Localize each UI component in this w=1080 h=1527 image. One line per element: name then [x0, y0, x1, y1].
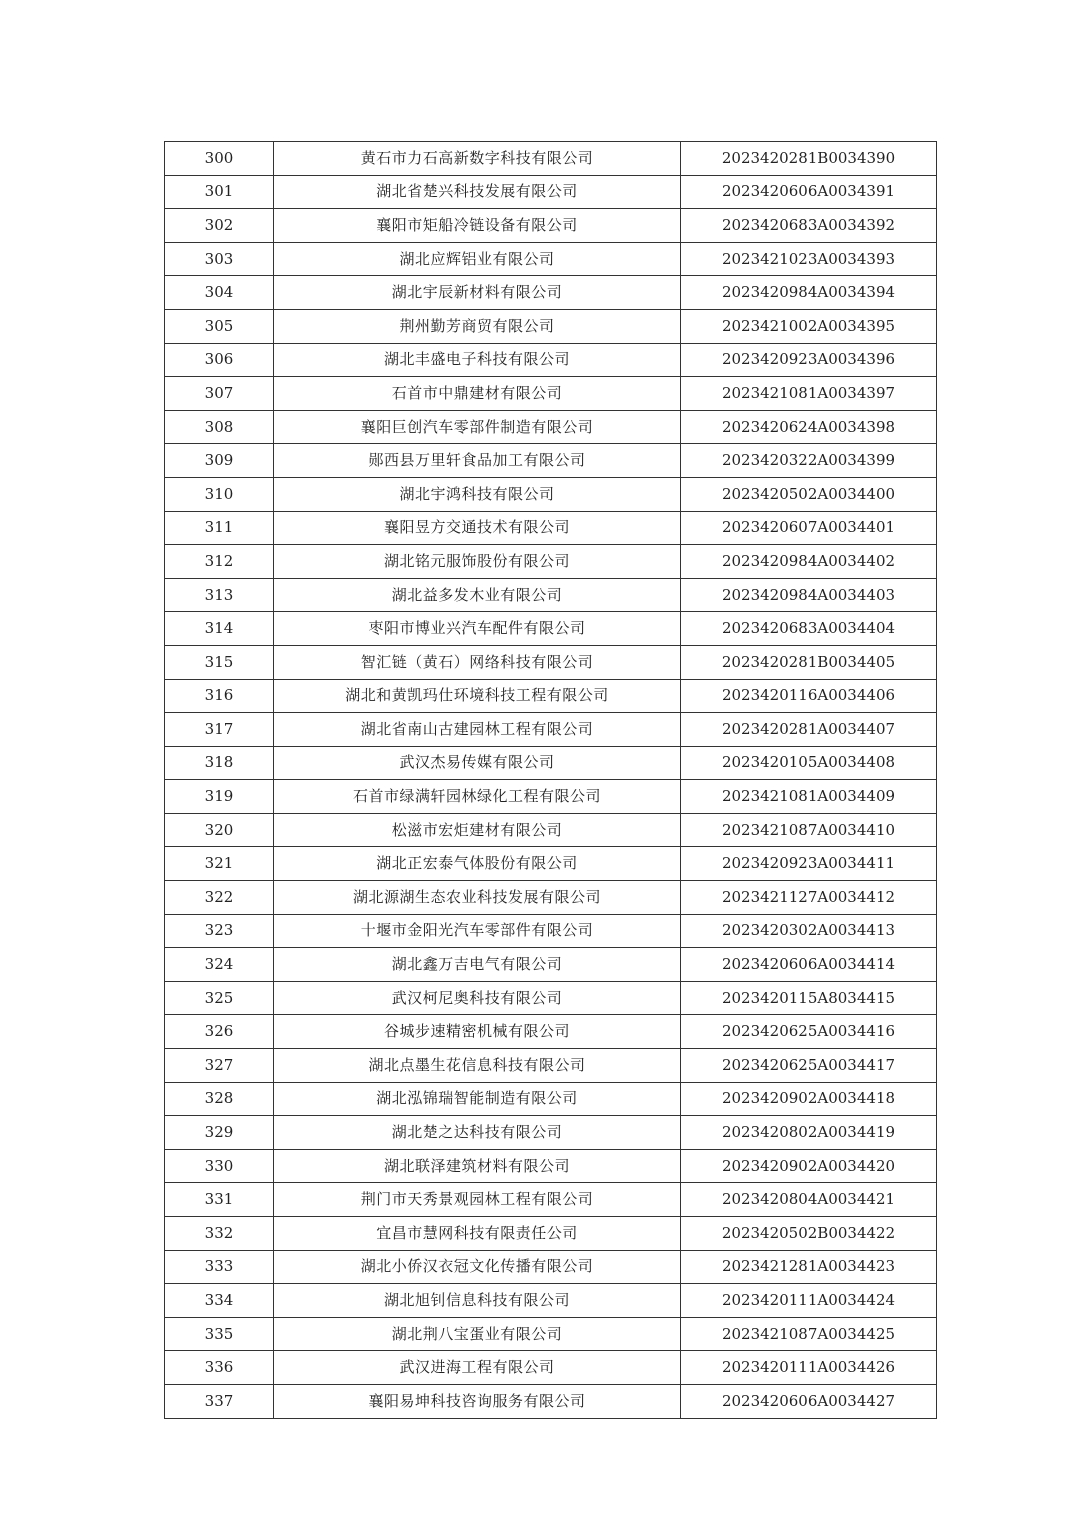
table-row	[165, 511, 937, 545]
row-index-cell: 321	[165, 847, 274, 881]
company-name-cell: 襄阳昱方交通技术有限公司	[274, 511, 681, 545]
company-name-cell: 襄阳巨创汽车零部件制造有限公司	[274, 410, 681, 444]
row-index-cell: 311	[165, 511, 274, 545]
company-name-cell: 湖北楚之达科技有限公司	[274, 1116, 681, 1150]
table-row	[165, 209, 937, 243]
row-index-cell: 315	[165, 645, 274, 679]
row-index-cell: 332	[165, 1217, 274, 1251]
company-name-cell: 湖北省南山古建园林工程有限公司	[274, 713, 681, 747]
row-index-cell: 313	[165, 578, 274, 612]
row-index-cell: 312	[165, 545, 274, 579]
registration-code-cell: 2023421081A0034397	[681, 377, 937, 411]
registration-code-cell: 2023420902A0034418	[681, 1082, 937, 1116]
registration-code-cell: 2023420683A0034404	[681, 612, 937, 646]
company-name-cell: 荆门市天秀景观园林工程有限公司	[274, 1183, 681, 1217]
row-index-cell: 327	[165, 1049, 274, 1083]
table-row	[165, 410, 937, 444]
company-name-cell: 湖北丰盛电子科技有限公司	[274, 343, 681, 377]
company-name-cell: 宜昌市慧网科技有限责任公司	[274, 1217, 681, 1251]
table-row	[165, 1082, 937, 1116]
registration-code-cell: 2023420923A0034411	[681, 847, 937, 881]
company-name-cell: 湖北和黄凯玛仕环境科技工程有限公司	[274, 679, 681, 713]
registration-code-cell: 2023421023A0034393	[681, 242, 937, 276]
registration-code-cell: 2023420281A0034407	[681, 713, 937, 747]
registration-code-cell: 2023420624A0034398	[681, 410, 937, 444]
row-index-cell: 301	[165, 175, 274, 209]
registration-code-cell: 2023420802A0034419	[681, 1116, 937, 1150]
row-index-cell: 303	[165, 242, 274, 276]
table-row	[165, 309, 937, 343]
registration-code-cell: 2023420607A0034401	[681, 511, 937, 545]
table-row	[165, 981, 937, 1015]
registration-code-cell: 2023420683A0034392	[681, 209, 937, 243]
row-index-cell: 329	[165, 1116, 274, 1150]
registration-code-cell: 2023420111A0034424	[681, 1284, 937, 1318]
row-index-cell: 336	[165, 1351, 274, 1385]
registration-code-cell: 2023420116A0034406	[681, 679, 937, 713]
table-row	[165, 175, 937, 209]
registration-code-cell: 2023420281B0034390	[681, 142, 937, 176]
registration-code-cell: 2023420302A0034413	[681, 914, 937, 948]
table-row	[165, 780, 937, 814]
row-index-cell: 317	[165, 713, 274, 747]
table-row	[165, 1250, 937, 1284]
company-name-cell: 湖北点墨生花信息科技有限公司	[274, 1049, 681, 1083]
row-index-cell: 320	[165, 813, 274, 847]
company-name-cell: 湖北宇鸿科技有限公司	[274, 477, 681, 511]
registration-code-cell: 2023421081A0034409	[681, 780, 937, 814]
registration-code-cell: 2023420984A0034403	[681, 578, 937, 612]
table-row	[165, 142, 937, 176]
row-index-cell: 324	[165, 948, 274, 982]
registration-code-cell: 2023421127A0034412	[681, 881, 937, 915]
row-index-cell: 302	[165, 209, 274, 243]
row-index-cell: 326	[165, 1015, 274, 1049]
row-index-cell: 334	[165, 1284, 274, 1318]
registration-code-cell: 2023420105A0034408	[681, 746, 937, 780]
table-row	[165, 914, 937, 948]
registration-code-cell: 2023420281B0034405	[681, 645, 937, 679]
company-name-cell: 枣阳市博业兴汽车配件有限公司	[274, 612, 681, 646]
registration-code-cell: 2023420502A0034400	[681, 477, 937, 511]
company-name-cell: 武汉柯尼奥科技有限公司	[274, 981, 681, 1015]
registration-code-cell: 2023420625A0034417	[681, 1049, 937, 1083]
company-name-cell: 湖北省楚兴科技发展有限公司	[274, 175, 681, 209]
company-name-cell: 荆州勤芳商贸有限公司	[274, 309, 681, 343]
company-name-cell: 武汉进海工程有限公司	[274, 1351, 681, 1385]
registration-code-cell: 2023421281A0034423	[681, 1250, 937, 1284]
registration-code-cell: 2023420984A0034402	[681, 545, 937, 579]
registration-code-cell: 2023420606A0034414	[681, 948, 937, 982]
table-row	[165, 746, 937, 780]
table-row	[165, 1284, 937, 1318]
registration-code-cell: 2023420625A0034416	[681, 1015, 937, 1049]
table-row	[165, 1015, 937, 1049]
company-name-cell: 湖北联泽建筑材料有限公司	[274, 1149, 681, 1183]
table-row	[165, 713, 937, 747]
company-name-cell: 湖北宇辰新材料有限公司	[274, 276, 681, 310]
table-row	[165, 377, 937, 411]
registration-code-cell: 2023420804A0034421	[681, 1183, 937, 1217]
table-row	[165, 948, 937, 982]
company-name-cell: 襄阳易坤科技咨询服务有限公司	[274, 1384, 681, 1418]
row-index-cell: 335	[165, 1317, 274, 1351]
company-name-cell: 湖北小侨汉衣冠文化传播有限公司	[274, 1250, 681, 1284]
company-name-cell: 湖北荆八宝蛋业有限公司	[274, 1317, 681, 1351]
company-name-cell: 湖北铭元服饰股份有限公司	[274, 545, 681, 579]
table-row	[165, 444, 937, 478]
table-row	[165, 1049, 937, 1083]
row-index-cell: 322	[165, 881, 274, 915]
table-row	[165, 645, 937, 679]
company-name-cell: 郧西县万里轩食品加工有限公司	[274, 444, 681, 478]
registration-code-cell: 2023420115A8034415	[681, 981, 937, 1015]
company-name-cell: 石首市中鼎建材有限公司	[274, 377, 681, 411]
registration-code-cell: 2023420606A0034391	[681, 175, 937, 209]
row-index-cell: 307	[165, 377, 274, 411]
registration-code-cell: 2023420111A0034426	[681, 1351, 937, 1385]
row-index-cell: 325	[165, 981, 274, 1015]
registration-code-cell: 2023420606A0034427	[681, 1384, 937, 1418]
table-row	[165, 679, 937, 713]
row-index-cell: 316	[165, 679, 274, 713]
company-name-cell: 湖北益多发木业有限公司	[274, 578, 681, 612]
table-row	[165, 1183, 937, 1217]
registration-code-cell: 2023421087A0034425	[681, 1317, 937, 1351]
registration-code-cell: 2023420502B0034422	[681, 1217, 937, 1251]
company-name-cell: 湖北鑫万吉电气有限公司	[274, 948, 681, 982]
table-row	[165, 242, 937, 276]
registration-code-cell: 2023420984A0034394	[681, 276, 937, 310]
table-row	[165, 477, 937, 511]
row-index-cell: 305	[165, 309, 274, 343]
row-index-cell: 328	[165, 1082, 274, 1116]
table-row	[165, 1116, 937, 1150]
company-name-cell: 襄阳市矩船冷链设备有限公司	[274, 209, 681, 243]
row-index-cell: 310	[165, 477, 274, 511]
company-name-cell: 湖北应辉铝业有限公司	[274, 242, 681, 276]
registration-code-cell: 2023421002A0034395	[681, 309, 937, 343]
table-row	[165, 1384, 937, 1418]
table-row	[165, 578, 937, 612]
table-row	[165, 881, 937, 915]
row-index-cell: 330	[165, 1149, 274, 1183]
company-name-cell: 武汉杰易传媒有限公司	[274, 746, 681, 780]
row-index-cell: 300	[165, 142, 274, 176]
registration-code-cell: 2023421087A0034410	[681, 813, 937, 847]
row-index-cell: 323	[165, 914, 274, 948]
company-name-cell: 湖北泓锦瑞智能制造有限公司	[274, 1082, 681, 1116]
row-index-cell: 331	[165, 1183, 274, 1217]
table-row	[165, 1351, 937, 1385]
table-row	[165, 847, 937, 881]
registration-code-cell: 2023420322A0034399	[681, 444, 937, 478]
row-index-cell: 309	[165, 444, 274, 478]
row-index-cell: 318	[165, 746, 274, 780]
table-row	[165, 343, 937, 377]
row-index-cell: 319	[165, 780, 274, 814]
company-name-cell: 智汇链（黄石）网络科技有限公司	[274, 645, 681, 679]
company-name-cell: 黄石市力石高新数字科技有限公司	[274, 142, 681, 176]
registration-code-cell: 2023420902A0034420	[681, 1149, 937, 1183]
table-row	[165, 276, 937, 310]
company-name-cell: 湖北旭钊信息科技有限公司	[274, 1284, 681, 1318]
row-index-cell: 337	[165, 1384, 274, 1418]
table-row	[165, 545, 937, 579]
table-row	[165, 1217, 937, 1251]
row-index-cell: 314	[165, 612, 274, 646]
table-body	[165, 142, 937, 1419]
table-row	[165, 612, 937, 646]
row-index-cell: 333	[165, 1250, 274, 1284]
table-row	[165, 813, 937, 847]
company-name-cell: 湖北源湖生态农业科技发展有限公司	[274, 881, 681, 915]
table-row	[165, 1317, 937, 1351]
row-index-cell: 304	[165, 276, 274, 310]
row-index-cell: 306	[165, 343, 274, 377]
table-row	[165, 1149, 937, 1183]
company-name-cell: 松滋市宏炬建材有限公司	[274, 813, 681, 847]
company-name-cell: 十堰市金阳光汽车零部件有限公司	[274, 914, 681, 948]
registration-code-cell: 2023420923A0034396	[681, 343, 937, 377]
company-name-cell: 湖北正宏泰气体股份有限公司	[274, 847, 681, 881]
company-name-cell: 谷城步速精密机械有限公司	[274, 1015, 681, 1049]
company-list-table	[164, 141, 937, 1419]
row-index-cell: 308	[165, 410, 274, 444]
company-name-cell: 石首市绿满轩园林绿化工程有限公司	[274, 780, 681, 814]
